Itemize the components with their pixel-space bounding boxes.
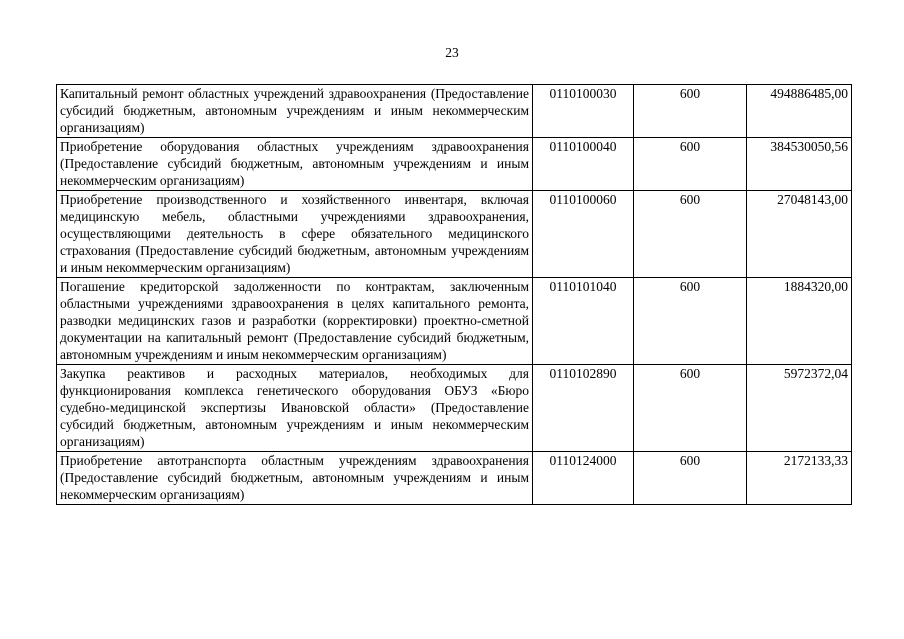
- table-row: [57, 138, 852, 191]
- row-amount: 5972372,04: [747, 365, 852, 452]
- row-description: Приобретение оборудования областных учреждениям здравоохранения (Предоставление субсидий бюджетным, автономным учреждениям и иным некоммерческим организациям): [57, 138, 533, 191]
- table-row: [57, 365, 852, 452]
- row-amount: 384530050,56: [747, 138, 852, 191]
- row-target-code: 0110100030: [533, 85, 634, 138]
- row-expense-type: 600: [634, 452, 747, 505]
- row-target-code: 0110102890: [533, 365, 634, 452]
- row-expense-type: 600: [634, 85, 747, 138]
- table-row: [57, 85, 852, 138]
- row-amount: 494886485,00: [747, 85, 852, 138]
- row-description: Погашение кредиторской задолженности по контрактам, заключенным областными учреждениями здравоохранения в целях капитального ремонта, разводки медицинских газов и разработки (корректировки) проектно-сметной документации на капитальный ремонт (Предоставление субсидий бюджетным, автономным учреждениям и иным некоммерческим организациям): [57, 278, 533, 365]
- row-target-code: 0110101040: [533, 278, 634, 365]
- row-expense-type: 600: [634, 138, 747, 191]
- row-amount: 1884320,00: [747, 278, 852, 365]
- row-description: Закупка реактивов и расходных материалов, необходимых для функционирования комплекса генетического оборудования ОБУЗ «Бюро судебно-медицинской экспертизы Ивановской области» (Предоставление субсидий бюджетным, автономным учреждениям и иным некоммерческим организациям): [57, 365, 533, 452]
- row-expense-type: 600: [634, 365, 747, 452]
- table-row: [57, 278, 852, 365]
- row-target-code: 0110100040: [533, 138, 634, 191]
- row-description: Капитальный ремонт областных учреждений здравоохранения (Предоставление субсидий бюджетным, автономным учреждениям и иным некоммерческим организациям): [57, 85, 533, 138]
- budget-table: [56, 84, 852, 505]
- table-row: [57, 191, 852, 278]
- row-expense-type: 600: [634, 191, 747, 278]
- page-number: 23: [445, 45, 459, 60]
- row-description: Приобретение автотранспорта областным учреждениям здравоохранения (Предоставление субсидий бюджетным, автономным учреждениям и иным некоммерческим организациям): [57, 452, 533, 505]
- row-amount: 2172133,33: [747, 452, 852, 505]
- row-amount: 27048143,00: [747, 191, 852, 278]
- table-row: [57, 452, 852, 505]
- row-expense-type: 600: [634, 278, 747, 365]
- row-target-code: 0110100060: [533, 191, 634, 278]
- row-target-code: 0110124000: [533, 452, 634, 505]
- row-description: Приобретение производственного и хозяйственного инвентаря, включая медицинскую мебель, областными учреждениями здравоохранения, осуществляющими деятельность в сфере обязательного медицинского страхования (Предоставление субсидий бюджетным, автономным учреждениям и иным некоммерческим организациям): [57, 191, 533, 278]
